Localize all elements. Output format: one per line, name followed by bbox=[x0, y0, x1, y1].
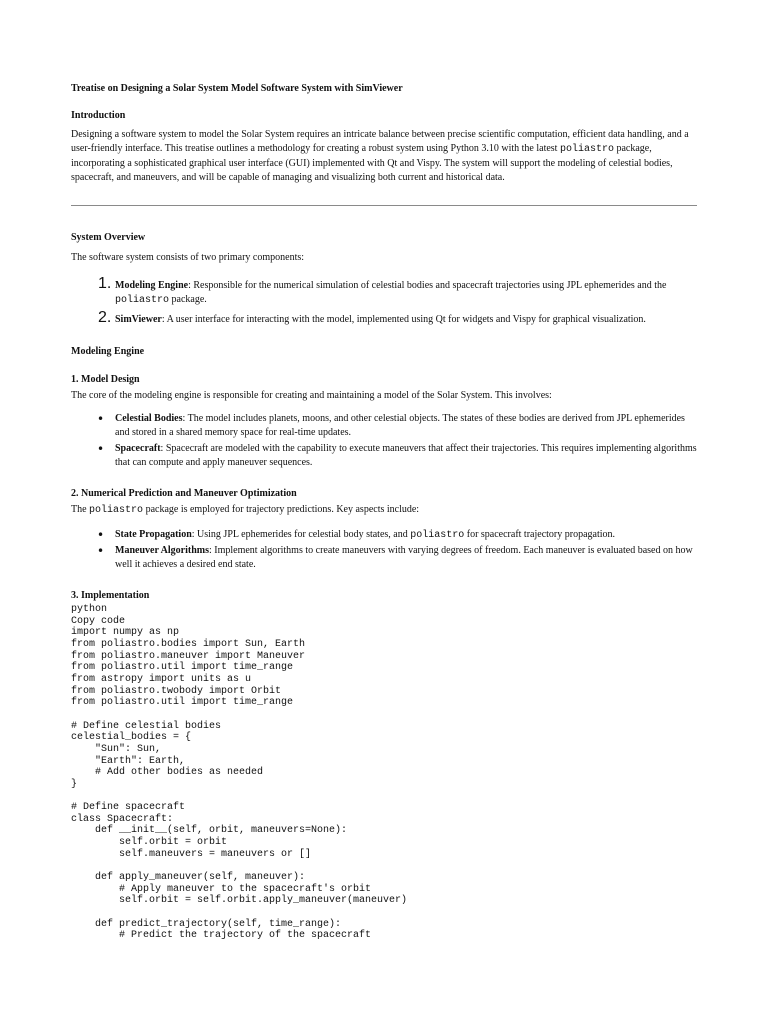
list-item-term: State Propagation bbox=[115, 529, 192, 540]
introduction-paragraph bbox=[71, 128, 697, 185]
list-item-code: poliastro bbox=[115, 295, 170, 306]
modeling-engine-heading: Modeling Engine bbox=[71, 346, 145, 357]
list-item-text: : Responsible for the numerical simulation of celestial bodies and spacecraft trajectories using JPL ephemerides and the bbox=[188, 280, 667, 291]
document-title: Treatise on Designing a Solar System Model Software System with SimViewer bbox=[71, 83, 403, 94]
section-divider bbox=[71, 205, 697, 206]
prediction-lead bbox=[71, 503, 697, 518]
list-item-term: Spacecraft bbox=[115, 443, 161, 454]
code-block: python Copy code import numpy as np from poliastro.bodies import Sun, Earth from poliastro.maneuver import Maneuver from poliastro.util import time_range from astropy import units as u from poliastro.twobody import Orbit from poliastro.util import time_range # Define celestial bodies celestial_bodies = { "Sun": Sun, "Earth": Earth, # Add other bodies as needed } # Define spacecraft class Spacecraft: def __init__(self, orbit, maneuvers=None): self.orbit = orbit self.maneuvers = maneuvers or [] def apply_maneuver(self, maneuver): # Apply maneuver to the spacecraft's orbit self.orbit = self.orbit.apply_maneuver(maneuver) def predict_trajectory(self, time_range): # Predict the trajectory of the spacecraft bbox=[71, 604, 408, 942]
list-item-text: : Using JPL ephemerides for celestial body states, and bbox=[191, 529, 411, 540]
list-item-tail: for spacecraft trajectory propagation. bbox=[464, 529, 616, 540]
intro-inline-code: poliastro bbox=[559, 144, 614, 155]
bullet-icon: • bbox=[97, 412, 105, 426]
prediction-lead-pre: The bbox=[71, 504, 90, 515]
introduction-heading: Introduction bbox=[71, 110, 126, 121]
prediction-lead-post: package is employed for trajectory predictions. Key aspects include: bbox=[143, 504, 420, 515]
model-design-lead: The core of the modeling engine is responsible for creating and maintaining a model of the Solar System. This involves: bbox=[71, 390, 552, 401]
list-item-text: : Implement algorithms to create maneuvers with varying degrees of freedom. Each maneuver is evaluated based on how well it achieves a desired end state. bbox=[115, 545, 693, 570]
bullet-icon: • bbox=[97, 528, 105, 542]
list-number: 1. bbox=[98, 275, 112, 292]
model-design-heading: 1. Model Design bbox=[71, 374, 140, 385]
list-item-term: Maneuver Algorithms bbox=[115, 545, 209, 556]
bullet-icon: • bbox=[97, 442, 105, 456]
list-item-term: SimViewer bbox=[115, 314, 162, 325]
prediction-heading: 2. Numerical Prediction and Maneuver Optimization bbox=[71, 488, 297, 499]
prediction-lead-code: poliastro bbox=[89, 505, 144, 516]
list-item-text: : The model includes planets, moons, and other celestial objects. The states of these bodies are derived from JPL ephemerides and stored in a shared memory space for real-time updates. bbox=[115, 413, 685, 438]
implementation-heading: 3. Implementation bbox=[71, 590, 150, 601]
system-overview-heading: System Overview bbox=[71, 232, 146, 243]
list-item-tail: package. bbox=[169, 294, 207, 305]
system-overview-lead: The software system consists of two primary components: bbox=[71, 252, 305, 263]
list-item-text: : A user interface for interacting with the model, implemented using Qt for widgets and Vispy for graphical visualization. bbox=[161, 314, 646, 325]
list-number: 2. bbox=[98, 309, 112, 326]
bullet-icon: • bbox=[97, 544, 105, 558]
list-item-term: Modeling Engine bbox=[115, 280, 189, 291]
intro-text-part2: package, incorporating a sophisticated graphical user interface (GUI) implemented with Qt and Vispy. The system will support the modeling of celestial bodies, spacecraft, and maneuvers, and will be capable of managing and visualizing both current and historical data. bbox=[71, 143, 673, 183]
list-item-text: : Spacecraft are modeled with the capability to execute maneuvers that affect their trajectories. This requires implementing algorithms that can compute and apply maneuver sequences. bbox=[115, 443, 697, 468]
intro-text-part1: Designing a software system to model the Solar System requires an intricate balance between precise scientific computation, efficient data handling, and a user-friendly interface. This treatise outlines a methodology for creating a robust system using Python 3.10 with the latest bbox=[71, 129, 689, 154]
list-item-term: Celestial Bodies bbox=[115, 413, 183, 424]
list-item-code: poliastro bbox=[410, 530, 465, 541]
